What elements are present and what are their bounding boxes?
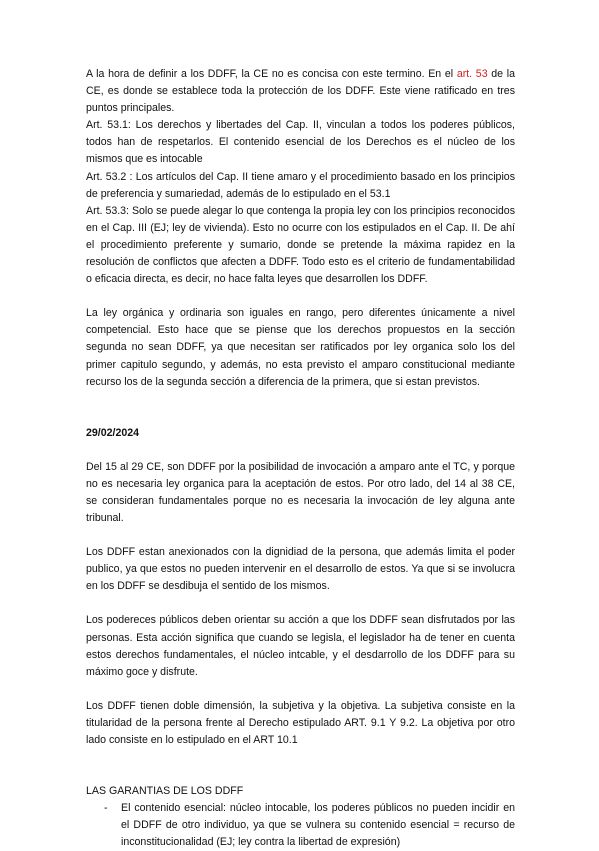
paragraph-intro (86, 66, 515, 117)
spacer (86, 749, 515, 783)
spacer (86, 681, 515, 698)
article-53-reference: art. 53 (456, 68, 488, 80)
list-item-text: El contenido esencial: núcleo intocable, los poderes públicos no pueden incidir en el DDFF de otro individuo, ya que se vulnera su contenido esencial = recurso de inconstitucionalidad (EJ; ley contra la libertad de expresión) (121, 802, 515, 849)
list-item (86, 800, 515, 851)
paragraph-dignidad: Los DDFF estan anexionados con la dignidiad de la persona, que además limita el poder publico, ya que estos no pueden intervenir en el desarrollo de estos. Ya que si se involucra en los DDFF se desdibuja el sentido de los mismos. (86, 546, 515, 593)
bullet-dash: - (104, 802, 108, 815)
paragraph-poderes-publicos: Los podereces públicos deben orientar su acción a que los DDFF sean disfrutados por las personas. Esta acción significa que cuando se legisla, el legislador ha de tener en cuenta estos derechos fundamentales, el núcleo intcable, y el desdarrollo de los DDFF para su máximo goce y disfrute. (86, 614, 515, 678)
document-page (86, 66, 515, 851)
spacer (86, 595, 515, 612)
garantias-list (86, 800, 515, 851)
date-heading: 29/02/2024 (86, 426, 140, 439)
spacer (86, 391, 515, 425)
paragraph-doble-dimension: Los DDFF tienen doble dimensión, la subjetiva y la objetiva. La subjetiva consiste en la titularidad de la persona frente al Derecho estipulado ART. 9.1 Y 9.2. La objetiva por otro lado consiste en lo estipulado en el ART 10.1 (86, 699, 515, 746)
intro-text-b: de la CE, es donde se establece toda la protección de los DDFF. Este viene ratificado en tres puntos principales. (86, 68, 515, 115)
spacer (86, 442, 515, 459)
paragraph-articles-15-29: Del 15 al 29 CE, son DDFF por la posibilidad de invocación a amparo ante el TC, y porque no es necesaria ley organica para la aceptación de estos. Por otro lado, del 14 al 38 CE, se consideran fundamentales porque no es necesaria la invocación de ley alguna ante tribunal. (86, 460, 515, 525)
paragraph-art-53-2: Art. 53.2 : Los artículos del Cap. II tiene amaro y el procedimiento basado en los principios de preferencia y sumariedad, además de lo estipulado en el 53.1 (86, 170, 515, 200)
spacer (86, 527, 515, 544)
paragraph-ley-organica: La ley orgánica y ordinaria son iguales en rango, pero diferentes únicamente a nivel competencial. Esto hace que se piense que los derechos propuestos en la sección segunda no sean DDFF, ya que necesitan ser ratificados por ley organica solo los del primer capitulo segundo, y además, no esta previsto el amparo constitucional mediante recurso los de la segunda sección a diferencia de la primera, que si estan previstos. (86, 307, 515, 388)
spacer (86, 288, 515, 305)
paragraph-art-53-3: Art. 53.3: Solo se puede alegar lo que contenga la propia ley con los principios reconocidos en el Cap. III (EJ; ley de vivienda). Esto no ocurre con los estipulados en el Cap. II. De ahí el procedimiento preferente y sumario, donde se pretende la máxima rapidez en la resolución de conflictos que afecten a DDFF. Todo esto es el criterio de fundamentabilidad o eficacia directa, es decir, no hace falta leyes que desarrollen los DDFF. (86, 204, 515, 286)
intro-text-a: A la hora de definir a los DDFF, la CE no es concisa con este termino. En el (86, 68, 457, 80)
section-heading-garantias: LAS GARANTIAS DE LOS DDFF (86, 785, 244, 798)
paragraph-art-53-1: Art. 53.1: Los derechos y libertades del Cap. II, vinculan a todos los poderes públicos, todos han de respetarlos. El contenido esencial de los Derechos es el núcleo de los mismos que es intocable (86, 119, 515, 166)
